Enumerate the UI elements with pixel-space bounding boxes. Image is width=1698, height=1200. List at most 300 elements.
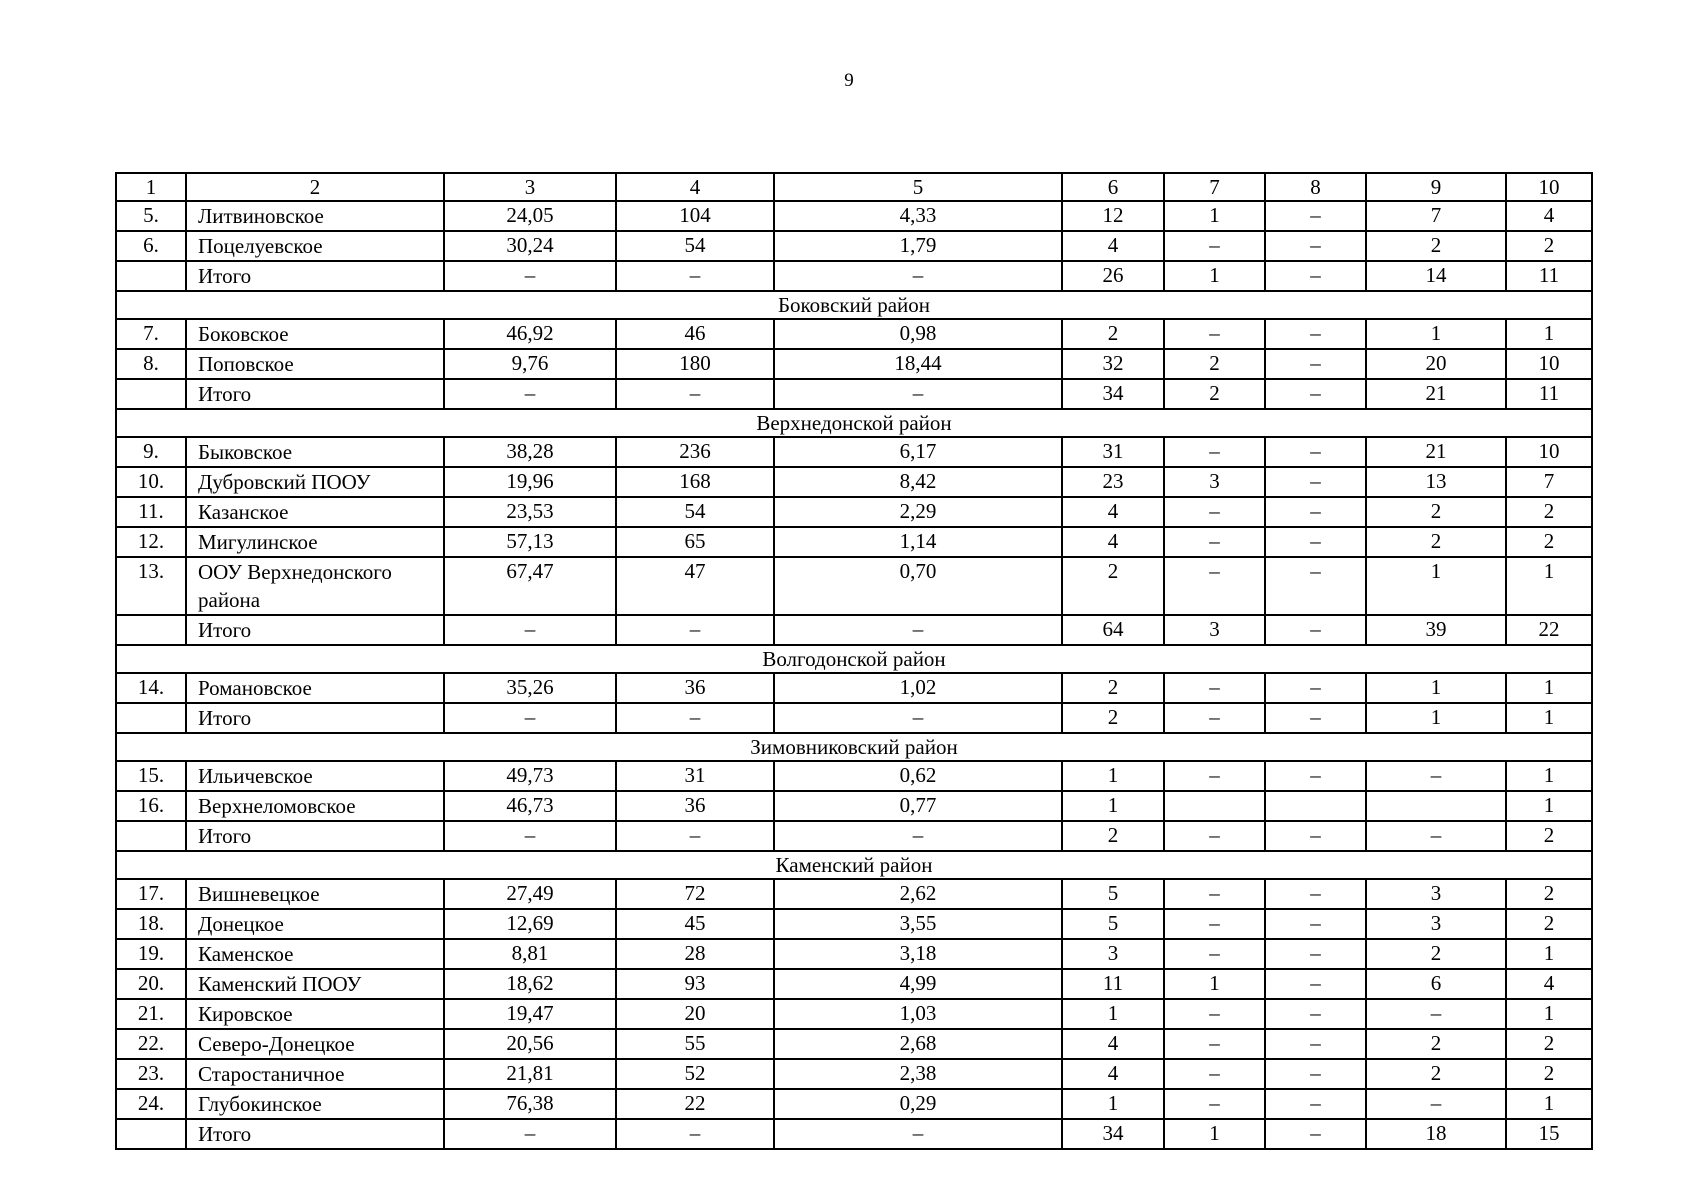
row-number (116, 1119, 186, 1149)
value-col-8: – (1265, 261, 1366, 291)
settlement-name: Казанское (186, 497, 444, 527)
value-col-9: 2 (1366, 527, 1506, 557)
header-cell: 10 (1506, 173, 1592, 201)
value-col-5: 4,99 (774, 969, 1062, 999)
data-table (115, 172, 1593, 1150)
value-col-7 (1164, 791, 1265, 821)
value-col-5: 1,14 (774, 527, 1062, 557)
settlement-name: Итого (186, 821, 444, 851)
district-title: Каменский район (116, 851, 1592, 879)
header-cell: 6 (1062, 173, 1164, 201)
value-col-7: 1 (1164, 201, 1265, 231)
value-col-4: 72 (616, 879, 774, 909)
district-row (116, 733, 1592, 761)
settlement-name: Каменское (186, 939, 444, 969)
value-col-3: 49,73 (444, 761, 616, 791)
value-col-5: 0,77 (774, 791, 1062, 821)
value-col-4: 168 (616, 467, 774, 497)
value-col-7: – (1164, 527, 1265, 557)
header-cell: 7 (1164, 173, 1265, 201)
row-number: 16. (116, 791, 186, 821)
value-col-6: 1 (1062, 999, 1164, 1029)
value-col-10: 1 (1506, 999, 1592, 1029)
value-col-3: 46,92 (444, 319, 616, 349)
value-col-9: 1 (1366, 703, 1506, 733)
value-col-8: – (1265, 201, 1366, 231)
header-cell: 5 (774, 173, 1062, 201)
value-col-3: 24,05 (444, 201, 616, 231)
value-col-5: – (774, 1119, 1062, 1149)
header-cell: 8 (1265, 173, 1366, 201)
value-col-8: – (1265, 319, 1366, 349)
settlement-name: Дубровский ПООУ (186, 467, 444, 497)
value-col-7: – (1164, 319, 1265, 349)
value-col-8: – (1265, 999, 1366, 1029)
settlement-name: Северо-Донецкое (186, 1029, 444, 1059)
value-col-4: 104 (616, 201, 774, 231)
value-col-5: 2,62 (774, 879, 1062, 909)
value-col-5: 3,55 (774, 909, 1062, 939)
value-col-4: 36 (616, 791, 774, 821)
value-col-3: 35,26 (444, 673, 616, 703)
value-col-9: 20 (1366, 349, 1506, 379)
value-col-6: 32 (1062, 349, 1164, 379)
row-number: 19. (116, 939, 186, 969)
settlement-name: Ильичевское (186, 761, 444, 791)
value-col-10: 1 (1506, 703, 1592, 733)
row-number (116, 615, 186, 645)
header-cell: 4 (616, 173, 774, 201)
value-col-9: 3 (1366, 879, 1506, 909)
value-col-4: 31 (616, 761, 774, 791)
value-col-4: 47 (616, 557, 774, 615)
value-col-10: 1 (1506, 319, 1592, 349)
row-number: 21. (116, 999, 186, 1029)
row-number: 20. (116, 969, 186, 999)
value-col-8: – (1265, 939, 1366, 969)
value-col-3: – (444, 821, 616, 851)
value-col-8: – (1265, 557, 1366, 615)
row-number (116, 261, 186, 291)
value-col-3: 18,62 (444, 969, 616, 999)
settlement-name: Донецкое (186, 909, 444, 939)
total-row (116, 703, 1592, 733)
value-col-9: 2 (1366, 497, 1506, 527)
settlement-name: Кировское (186, 999, 444, 1029)
table-row (116, 527, 1592, 557)
value-col-3: 57,13 (444, 527, 616, 557)
value-col-7: – (1164, 231, 1265, 261)
table-row (116, 201, 1592, 231)
value-col-7: – (1164, 437, 1265, 467)
value-col-4: 236 (616, 437, 774, 467)
settlement-name: Быковское (186, 437, 444, 467)
value-col-8: – (1265, 821, 1366, 851)
value-col-4: – (616, 615, 774, 645)
value-col-7: 1 (1164, 1119, 1265, 1149)
value-col-7: – (1164, 939, 1265, 969)
value-col-4: 45 (616, 909, 774, 939)
table-row (116, 1029, 1592, 1059)
value-col-5: – (774, 379, 1062, 409)
value-col-8: – (1265, 527, 1366, 557)
settlement-name: Мигулинское (186, 527, 444, 557)
row-number: 7. (116, 319, 186, 349)
value-col-9: 39 (1366, 615, 1506, 645)
value-col-3: 9,76 (444, 349, 616, 379)
value-col-8: – (1265, 909, 1366, 939)
value-col-9: – (1366, 761, 1506, 791)
row-number: 11. (116, 497, 186, 527)
row-number: 6. (116, 231, 186, 261)
value-col-4: – (616, 821, 774, 851)
header-row (116, 173, 1592, 201)
value-col-9: 18 (1366, 1119, 1506, 1149)
value-col-4: 22 (616, 1089, 774, 1119)
value-col-10: 10 (1506, 349, 1592, 379)
value-col-9: 1 (1366, 319, 1506, 349)
value-col-9: 2 (1366, 231, 1506, 261)
table-row (116, 939, 1592, 969)
table-row (116, 437, 1592, 467)
table-row (116, 909, 1592, 939)
table-row (116, 349, 1592, 379)
value-col-7: – (1164, 497, 1265, 527)
value-col-6: 11 (1062, 969, 1164, 999)
settlement-name: Литвиновское (186, 201, 444, 231)
value-col-6: 64 (1062, 615, 1164, 645)
settlement-name: Старостаничное (186, 1059, 444, 1089)
value-col-5: 0,98 (774, 319, 1062, 349)
value-col-5: 0,29 (774, 1089, 1062, 1119)
district-title: Верхнедонской район (116, 409, 1592, 437)
value-col-10: 22 (1506, 615, 1592, 645)
value-col-8: – (1265, 969, 1366, 999)
value-col-3: 8,81 (444, 939, 616, 969)
value-col-10: 1 (1506, 557, 1592, 615)
value-col-9: 2 (1366, 1059, 1506, 1089)
value-col-3: 30,24 (444, 231, 616, 261)
value-col-7: 3 (1164, 615, 1265, 645)
value-col-9: 3 (1366, 909, 1506, 939)
settlement-name: Каменский ПООУ (186, 969, 444, 999)
value-col-9: 13 (1366, 467, 1506, 497)
value-col-7: – (1164, 879, 1265, 909)
table-row (116, 879, 1592, 909)
value-col-7: – (1164, 761, 1265, 791)
settlement-name: Романовское (186, 673, 444, 703)
value-col-4: 36 (616, 673, 774, 703)
value-col-8: – (1265, 673, 1366, 703)
value-col-5: 2,29 (774, 497, 1062, 527)
total-row (116, 379, 1592, 409)
value-col-8: – (1265, 1059, 1366, 1089)
value-col-6: 5 (1062, 909, 1164, 939)
value-col-4: 52 (616, 1059, 774, 1089)
settlement-name: Боковское (186, 319, 444, 349)
settlement-name: Итого (186, 615, 444, 645)
value-col-10: 2 (1506, 231, 1592, 261)
value-col-3: 46,73 (444, 791, 616, 821)
row-number: 9. (116, 437, 186, 467)
row-number: 18. (116, 909, 186, 939)
value-col-6: 2 (1062, 673, 1164, 703)
value-col-10: 2 (1506, 1059, 1592, 1089)
value-col-4: – (616, 261, 774, 291)
row-number (116, 379, 186, 409)
header-cell: 3 (444, 173, 616, 201)
value-col-8: – (1265, 1119, 1366, 1149)
value-col-9: – (1366, 1089, 1506, 1119)
settlement-name: Поцелуевское (186, 231, 444, 261)
value-col-10: 1 (1506, 791, 1592, 821)
settlement-name: Верхнеломовское (186, 791, 444, 821)
value-col-8: – (1265, 761, 1366, 791)
value-col-3: – (444, 1119, 616, 1149)
value-col-3: – (444, 379, 616, 409)
value-col-7: – (1164, 703, 1265, 733)
district-row (116, 645, 1592, 673)
value-col-6: 4 (1062, 231, 1164, 261)
value-col-7: – (1164, 1059, 1265, 1089)
value-col-8: – (1265, 349, 1366, 379)
value-col-9 (1366, 791, 1506, 821)
value-col-10: 2 (1506, 1029, 1592, 1059)
value-col-7: – (1164, 673, 1265, 703)
value-col-10: 1 (1506, 761, 1592, 791)
value-col-6: 2 (1062, 703, 1164, 733)
row-number: 17. (116, 879, 186, 909)
value-col-5: 4,33 (774, 201, 1062, 231)
value-col-3: 12,69 (444, 909, 616, 939)
value-col-3: 19,96 (444, 467, 616, 497)
value-col-6: 4 (1062, 497, 1164, 527)
value-col-4: 180 (616, 349, 774, 379)
value-col-6: 4 (1062, 527, 1164, 557)
value-col-9: 1 (1366, 557, 1506, 615)
value-col-6: 1 (1062, 761, 1164, 791)
total-row (116, 615, 1592, 645)
value-col-10: 11 (1506, 379, 1592, 409)
value-col-3: 21,81 (444, 1059, 616, 1089)
value-col-10: 15 (1506, 1119, 1592, 1149)
value-col-7: 1 (1164, 261, 1265, 291)
table-row (116, 1059, 1592, 1089)
value-col-3: – (444, 261, 616, 291)
settlement-name: Итого (186, 261, 444, 291)
value-col-6: 1 (1062, 1089, 1164, 1119)
row-number: 12. (116, 527, 186, 557)
table-row (116, 497, 1592, 527)
row-number: 23. (116, 1059, 186, 1089)
value-col-9: 7 (1366, 201, 1506, 231)
value-col-6: 4 (1062, 1059, 1164, 1089)
value-col-8: – (1265, 879, 1366, 909)
value-col-8: – (1265, 1029, 1366, 1059)
value-col-7: – (1164, 1029, 1265, 1059)
settlement-name: Вишневецкое (186, 879, 444, 909)
value-col-6: 5 (1062, 879, 1164, 909)
value-col-6: 1 (1062, 791, 1164, 821)
value-col-10: 2 (1506, 497, 1592, 527)
table-row (116, 969, 1592, 999)
value-col-7: – (1164, 557, 1265, 615)
value-col-9: 21 (1366, 437, 1506, 467)
value-col-4: – (616, 379, 774, 409)
value-col-8: – (1265, 1089, 1366, 1119)
value-col-10: 2 (1506, 879, 1592, 909)
value-col-10: 2 (1506, 909, 1592, 939)
value-col-9: 14 (1366, 261, 1506, 291)
table-row (116, 791, 1592, 821)
row-number: 13. (116, 557, 186, 615)
value-col-6: 3 (1062, 939, 1164, 969)
value-col-10: 11 (1506, 261, 1592, 291)
value-col-6: 34 (1062, 379, 1164, 409)
value-col-5: – (774, 703, 1062, 733)
value-col-4: – (616, 703, 774, 733)
settlement-name: Итого (186, 703, 444, 733)
value-col-7: 3 (1164, 467, 1265, 497)
value-col-5: 3,18 (774, 939, 1062, 969)
table-row (116, 673, 1592, 703)
value-col-7: 2 (1164, 379, 1265, 409)
value-col-5: 2,38 (774, 1059, 1062, 1089)
value-col-3: 20,56 (444, 1029, 616, 1059)
district-row (116, 409, 1592, 437)
value-col-5: 0,70 (774, 557, 1062, 615)
row-number: 24. (116, 1089, 186, 1119)
table-row (116, 761, 1592, 791)
value-col-3: 38,28 (444, 437, 616, 467)
value-col-5: 8,42 (774, 467, 1062, 497)
value-col-6: 31 (1062, 437, 1164, 467)
value-col-8: – (1265, 703, 1366, 733)
value-col-8 (1265, 791, 1366, 821)
settlement-name: ООУ Верхнедонского района (186, 557, 444, 615)
row-number (116, 821, 186, 851)
row-number: 14. (116, 673, 186, 703)
value-col-4: 54 (616, 497, 774, 527)
value-col-6: 23 (1062, 467, 1164, 497)
value-col-8: – (1265, 231, 1366, 261)
value-col-10: 2 (1506, 821, 1592, 851)
value-col-9: – (1366, 999, 1506, 1029)
table-row (116, 231, 1592, 261)
row-number: 8. (116, 349, 186, 379)
value-col-10: 1 (1506, 673, 1592, 703)
value-col-5: 2,68 (774, 1029, 1062, 1059)
settlement-name: Поповское (186, 349, 444, 379)
value-col-10: 7 (1506, 467, 1592, 497)
value-col-6: 2 (1062, 557, 1164, 615)
value-col-6: 2 (1062, 319, 1164, 349)
header-cell: 2 (186, 173, 444, 201)
value-col-7: 1 (1164, 969, 1265, 999)
value-col-5: 18,44 (774, 349, 1062, 379)
table-row (116, 319, 1592, 349)
value-col-3: 23,53 (444, 497, 616, 527)
total-row (116, 1119, 1592, 1149)
value-col-8: – (1265, 437, 1366, 467)
value-col-5: – (774, 261, 1062, 291)
value-col-10: 10 (1506, 437, 1592, 467)
value-col-5: 1,03 (774, 999, 1062, 1029)
value-col-9: 1 (1366, 673, 1506, 703)
row-number: 15. (116, 761, 186, 791)
value-col-5: 6,17 (774, 437, 1062, 467)
value-col-4: 20 (616, 999, 774, 1029)
value-col-8: – (1265, 379, 1366, 409)
value-col-8: – (1265, 615, 1366, 645)
value-col-10: 2 (1506, 527, 1592, 557)
value-col-4: 93 (616, 969, 774, 999)
value-col-10: 1 (1506, 1089, 1592, 1119)
value-col-5: – (774, 615, 1062, 645)
value-col-6: 4 (1062, 1029, 1164, 1059)
value-col-9: 6 (1366, 969, 1506, 999)
row-number (116, 703, 186, 733)
value-col-7: – (1164, 999, 1265, 1029)
district-row (116, 291, 1592, 319)
value-col-4: 55 (616, 1029, 774, 1059)
header-cell: 9 (1366, 173, 1506, 201)
value-col-3: – (444, 703, 616, 733)
district-title: Волгодонской район (116, 645, 1592, 673)
value-col-6: 12 (1062, 201, 1164, 231)
page-number: 9 (844, 70, 854, 91)
value-col-10: 1 (1506, 939, 1592, 969)
value-col-7: – (1164, 909, 1265, 939)
row-number: 10. (116, 467, 186, 497)
district-title: Зимовниковский район (116, 733, 1592, 761)
district-row (116, 851, 1592, 879)
table-body (116, 173, 1592, 1149)
settlement-name: Итого (186, 1119, 444, 1149)
value-col-9: – (1366, 821, 1506, 851)
settlement-name: Глубокинское (186, 1089, 444, 1119)
value-col-4: – (616, 1119, 774, 1149)
value-col-7: – (1164, 821, 1265, 851)
value-col-9: 2 (1366, 939, 1506, 969)
row-number: 5. (116, 201, 186, 231)
value-col-4: 46 (616, 319, 774, 349)
value-col-6: 2 (1062, 821, 1164, 851)
value-col-5: 1,02 (774, 673, 1062, 703)
value-col-10: 4 (1506, 201, 1592, 231)
value-col-4: 28 (616, 939, 774, 969)
table-row (116, 999, 1592, 1029)
value-col-9: 2 (1366, 1029, 1506, 1059)
value-col-4: 65 (616, 527, 774, 557)
value-col-3: – (444, 615, 616, 645)
value-col-9: 21 (1366, 379, 1506, 409)
value-col-8: – (1265, 497, 1366, 527)
value-col-5: – (774, 821, 1062, 851)
header-cell: 1 (116, 173, 186, 201)
value-col-7: 2 (1164, 349, 1265, 379)
value-col-3: 27,49 (444, 879, 616, 909)
value-col-3: 67,47 (444, 557, 616, 615)
table-row (116, 557, 1592, 615)
table-row (116, 1089, 1592, 1119)
value-col-3: 76,38 (444, 1089, 616, 1119)
value-col-8: – (1265, 467, 1366, 497)
value-col-6: 26 (1062, 261, 1164, 291)
row-number: 22. (116, 1029, 186, 1059)
value-col-5: 1,79 (774, 231, 1062, 261)
value-col-4: 54 (616, 231, 774, 261)
